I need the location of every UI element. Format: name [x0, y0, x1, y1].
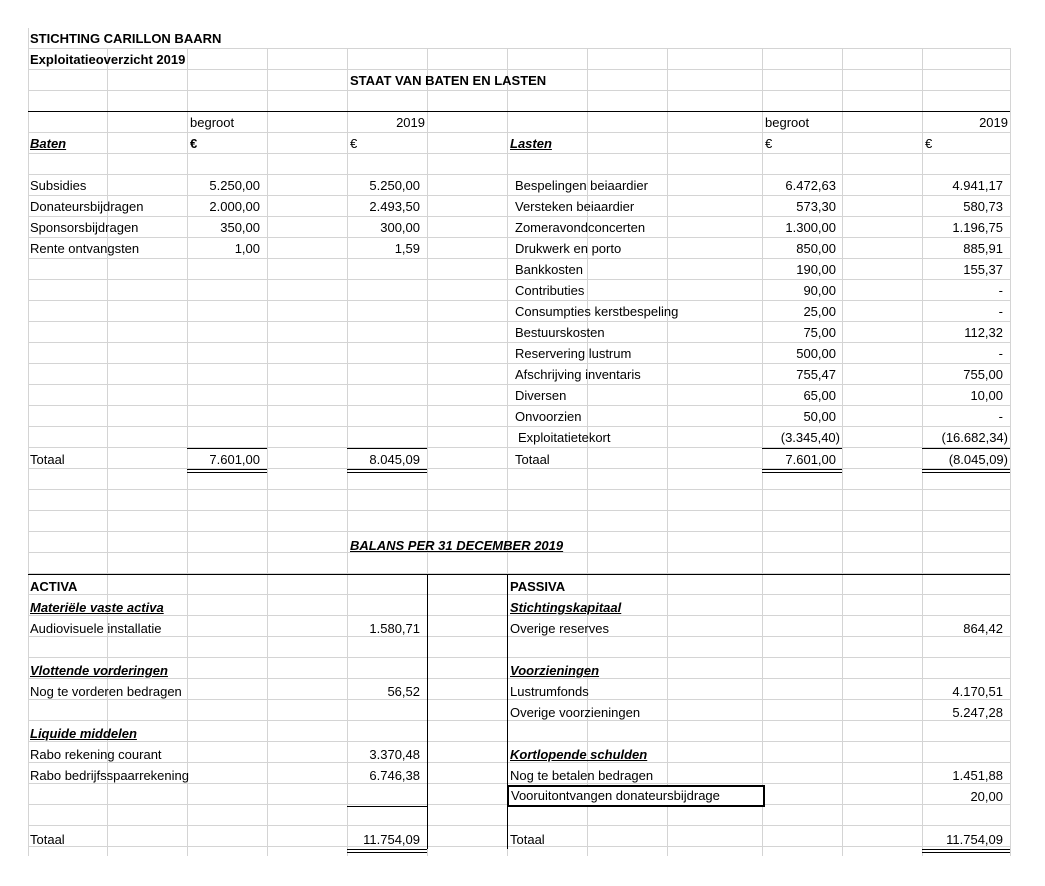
lasten-row-actual: 112,32	[964, 325, 1003, 340]
total-double-rule	[347, 469, 427, 473]
baten-row-label: Donateursbijdragen	[30, 199, 144, 214]
baten-row-label: Subsidies	[30, 178, 87, 193]
lasten-total-label: Totaal	[515, 452, 550, 467]
currency-symbol: €	[190, 136, 198, 151]
baten-begroot-header: begroot	[190, 115, 235, 130]
lasten-row-begroot: 850,00	[796, 241, 836, 256]
lasten-row-actual: -	[998, 346, 1003, 361]
lasten-total-begroot: 7.601,00	[785, 452, 836, 467]
passiva-heading: PASSIVA	[510, 579, 566, 594]
passiva-total-label: Totaal	[510, 832, 545, 847]
lasten-row-actual: 580,73	[963, 199, 1003, 214]
activa-total-value: 11.754,09	[363, 832, 420, 847]
lasten-heading: Lasten	[510, 136, 552, 151]
activa-total-label: Totaal	[30, 832, 65, 847]
lasten-row-label: Afschrijving inventaris	[515, 367, 641, 382]
lasten-row-begroot: 65,00	[803, 388, 836, 403]
activa-group-title: Materiële vaste activa	[30, 600, 164, 615]
lasten-row-label: Bestuurskosten	[515, 325, 605, 340]
passiva-group-title: Voorzieningen	[510, 663, 600, 678]
total-double-rule	[762, 469, 842, 473]
passiva-item-value: 864,42	[963, 621, 1003, 636]
passiva-group-title: Kortlopende schulden	[510, 747, 648, 762]
lasten-row-actual: 885,91	[963, 241, 1003, 256]
lasten-row-begroot: (3.345,40)	[780, 430, 840, 445]
total-double-rule	[922, 849, 1010, 853]
lasten-row-actual: 155,37	[963, 262, 1003, 277]
passiva-item-value: 1.451,88	[952, 768, 1003, 783]
passiva-item-label: Nog te betalen bedragen	[510, 768, 654, 783]
baten-row-label: Rente ontvangsten	[30, 241, 140, 256]
lasten-begroot-header: begroot	[765, 115, 810, 130]
activa-item-value: 1.580,71	[369, 621, 420, 636]
activa-item-value: 3.370,48	[369, 747, 420, 762]
baten-row-label: Sponsorsbijdragen	[30, 220, 139, 235]
activa-heading: ACTIVA	[30, 579, 78, 594]
lasten-year-header: 2019	[979, 115, 1008, 130]
activa-group-title: Liquide middelen	[30, 726, 137, 741]
lasten-row-label: Consumpties kerstbespeling	[515, 304, 679, 319]
lasten-row-actual: -	[998, 409, 1003, 424]
balance-rule	[28, 574, 1010, 575]
baten-row-actual: 5.250,00	[369, 178, 420, 193]
total-double-rule	[922, 469, 1010, 473]
lasten-row-label: Reservering lustrum	[515, 346, 632, 361]
lasten-row-actual: 4.941,17	[952, 178, 1003, 193]
lasten-row-label: Contributies	[515, 283, 585, 298]
section-title: STAAT VAN BATEN EN LASTEN	[350, 73, 547, 88]
lasten-row-begroot: 75,00	[803, 325, 836, 340]
baten-row-actual: 2.493,50	[369, 199, 420, 214]
lasten-row-begroot: 90,00	[803, 283, 836, 298]
activa-item-label: Rabo bedrijfsspaarrekening	[30, 768, 189, 783]
passiva-item-label: Vooruitontvangen donateursbijdrage	[511, 788, 720, 803]
baten-row-begroot: 1,00	[234, 241, 260, 256]
subtotal-rule	[347, 806, 427, 807]
subtotal-rule	[762, 448, 842, 449]
baten-heading: Baten	[30, 136, 67, 151]
lasten-row-begroot: 50,00	[803, 409, 836, 424]
baten-row-begroot: 350,00	[220, 220, 260, 235]
lasten-row-actual: -	[998, 304, 1003, 319]
balance-divider	[507, 574, 508, 849]
currency-symbol: €	[765, 136, 773, 151]
org-title: STICHTING CARILLON BAARN	[30, 31, 222, 46]
lasten-row-label: Diversen	[515, 388, 567, 403]
subtotal-rule	[187, 448, 267, 449]
lasten-row-label: Bankkosten	[515, 262, 583, 277]
lasten-row-label: Onvoorzien	[515, 409, 582, 424]
total-double-rule	[347, 849, 427, 853]
activa-item-value: 6.746,38	[369, 768, 420, 783]
subtotal-rule	[347, 448, 427, 449]
lasten-row-begroot: 500,00	[796, 346, 836, 361]
lasten-row-actual: 10,00	[970, 388, 1003, 403]
baten-year-header: 2019	[396, 115, 425, 130]
lasten-row-label: Exploitatietekort	[518, 430, 611, 445]
activa-item-value: 56,52	[387, 684, 420, 699]
activa-group-title: Vlottende vorderingen	[30, 663, 168, 678]
passiva-item-label: Overige voorzieningen	[510, 705, 641, 720]
baten-row-actual: 1,59	[394, 241, 420, 256]
currency-symbol: €	[925, 136, 933, 151]
passiva-item-value: 5.247,28	[952, 705, 1003, 720]
lasten-row-begroot: 190,00	[796, 262, 836, 277]
lasten-row-begroot: 573,30	[796, 199, 836, 214]
currency-symbol: €	[350, 136, 358, 151]
lasten-row-actual: -	[998, 283, 1003, 298]
lasten-row-label: Bespelingen beiaardier	[515, 178, 648, 193]
baten-row-begroot: 2.000,00	[209, 199, 260, 214]
report-subtitle: Exploitatieoverzicht 2019	[30, 52, 186, 67]
balance-divider	[427, 574, 428, 849]
baten-total-actual: 8.045,09	[369, 452, 420, 467]
activa-item-label: Audiovisuele installatie	[30, 621, 162, 636]
lasten-row-label: Versteken beiaardier	[515, 199, 635, 214]
passiva-total-value: 11.754,09	[946, 832, 1003, 847]
lasten-row-actual: 1.196,75	[952, 220, 1003, 235]
subtotal-rule	[922, 448, 1010, 449]
lasten-row-begroot: 1.300,00	[785, 220, 836, 235]
total-double-rule	[187, 469, 267, 473]
lasten-row-actual: 755,00	[963, 367, 1003, 382]
activa-item-label: Rabo rekening courant	[30, 747, 162, 762]
activa-item-label: Nog te vorderen bedragen	[30, 684, 182, 699]
balance-title: BALANS PER 31 DECEMBER 2019	[350, 538, 564, 553]
passiva-item-value: 4.170,51	[952, 684, 1003, 699]
lasten-row-actual: (16.682,34)	[941, 430, 1008, 445]
passiva-item-label: Overige reserves	[510, 621, 609, 636]
passiva-group-title: Stichtingskapitaal	[510, 600, 622, 615]
passiva-item-label: Lustrumfonds	[510, 684, 589, 699]
selected-cell[interactable]	[507, 785, 765, 807]
baten-total-label: Totaal	[30, 452, 65, 467]
lasten-row-label: Drukwerk en porto	[515, 241, 622, 256]
header-rule	[28, 111, 1010, 112]
lasten-row-begroot: 25,00	[803, 304, 836, 319]
passiva-item-value: 20,00	[970, 789, 1003, 804]
lasten-total-actual: (8.045,09)	[948, 452, 1008, 467]
baten-total-begroot: 7.601,00	[209, 452, 260, 467]
lasten-row-begroot: 755,47	[796, 367, 836, 382]
baten-row-begroot: 5.250,00	[209, 178, 260, 193]
lasten-row-begroot: 6.472,63	[785, 178, 836, 193]
baten-row-actual: 300,00	[380, 220, 420, 235]
lasten-row-label: Zomeravondconcerten	[515, 220, 646, 235]
